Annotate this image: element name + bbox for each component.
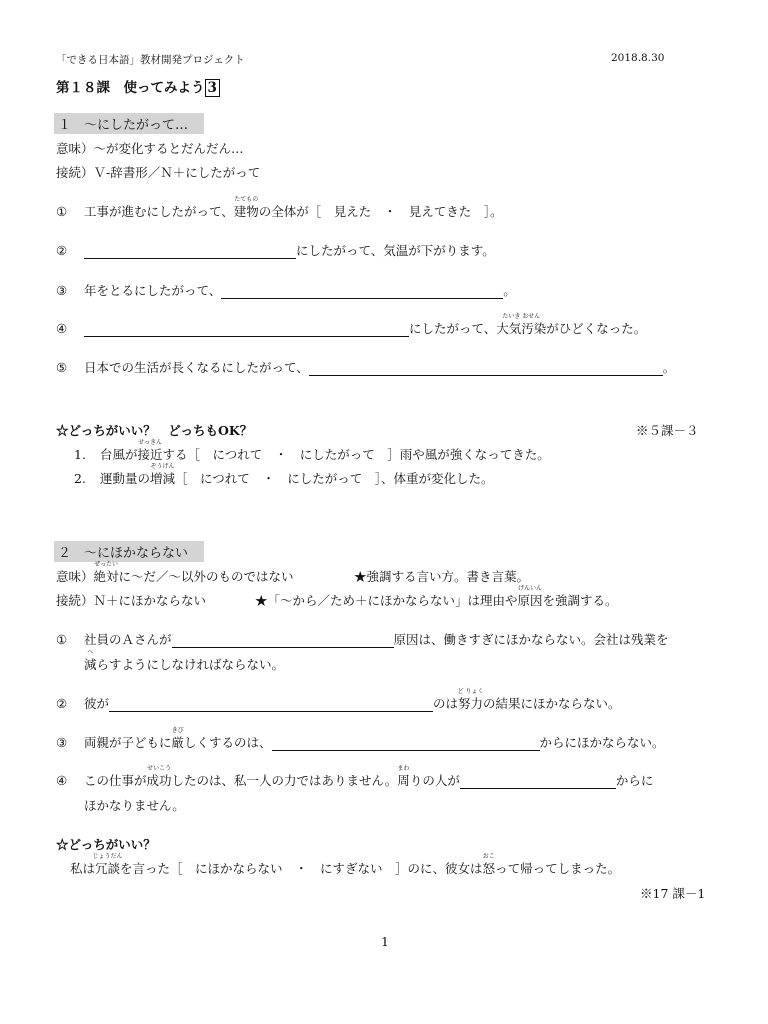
choice2-heading: ☆どっちがいい？ (56, 837, 156, 852)
furigana: へ (87, 649, 94, 656)
meaning-text: に～だ／～以外のものではない (118, 569, 294, 584)
kanji: 周 (397, 773, 410, 788)
choice1-item-1 (74, 439, 550, 463)
kanji: 厳 (171, 735, 185, 750)
choice2-reference: ※17 課－1 (640, 886, 706, 901)
answer-blank[interactable] (272, 738, 540, 751)
lesson-number-box: 3 (205, 79, 220, 97)
lesson-title-text: 第１８課 使ってみよう (56, 80, 205, 96)
answer-blank[interactable] (84, 324, 409, 337)
item-text: 台風が (100, 447, 138, 462)
s1-question-4 (56, 313, 647, 337)
q-text-end: からにほかならない。 (539, 735, 665, 750)
answer-blank[interactable] (172, 635, 394, 648)
q-text-end: の結果にほかならない。 (483, 696, 621, 711)
ruby-word (517, 585, 543, 609)
furigana: げんいん (518, 585, 543, 592)
q-number: ② (56, 243, 68, 258)
furigana: まわ (397, 765, 410, 772)
q-number: ④ (56, 773, 68, 788)
item-text: 運動量の (100, 471, 151, 486)
furigana: きび (171, 727, 184, 734)
meaning-label: 意味） (56, 569, 94, 584)
choice1-reference: ※５課－３ (636, 423, 699, 438)
document-date: 2018.8.30 (611, 52, 665, 64)
s1-question-2 (56, 241, 495, 259)
q-text: 社員のＡさんが (84, 632, 172, 647)
q-text: 両親が子どもに (84, 735, 172, 750)
kanji: 怒 (482, 861, 496, 876)
furigana: ぜったい (94, 561, 118, 568)
item-choices: する［ につれて ・ にしたがって ］雨や風が強くなってきた。 (162, 447, 550, 462)
choice1-item-2 (74, 463, 494, 487)
section2-connection: 接続）Ｎ＋にほかならない (56, 593, 207, 608)
item-text: 私は (70, 861, 96, 876)
choice1-heading: ☆どっちがいい？ どっちもOK？ (56, 423, 253, 438)
ruby-word (150, 463, 176, 487)
q-number: ③ (56, 735, 68, 750)
kanji: 接近 (137, 447, 163, 462)
s2-question-4-cont: ほかなりません。 (84, 798, 185, 813)
kanji: 成功 (146, 773, 172, 788)
s1-question-3 (56, 281, 516, 299)
kanji: 大気汚染 (496, 321, 547, 336)
s2-question-4 (56, 765, 654, 789)
q-text: この仕事が (84, 773, 147, 788)
section1-connection: 接続）Ｖ-辞書形／Ｎ＋にしたがって (56, 165, 261, 180)
q-text-mid2: りの人が (409, 773, 460, 788)
ruby-word (233, 196, 259, 220)
q-end: 。 (662, 360, 676, 375)
kanji: 増減 (150, 471, 176, 486)
q-number: ① (56, 632, 68, 647)
furigana: おこ (482, 853, 495, 860)
page-number: 1 (381, 934, 389, 949)
answer-blank[interactable] (309, 363, 663, 376)
q-text-end: からに (615, 773, 654, 788)
kanji: 冗談 (95, 861, 121, 876)
lesson-title (56, 76, 220, 96)
furigana: せっきん (138, 439, 162, 446)
furigana: じょうだん (92, 853, 123, 860)
ruby-word (84, 649, 97, 673)
kanji: 減 (84, 657, 97, 672)
q-choices: の全体が［ 見えた ・ 見えてきた ］。 (258, 204, 503, 219)
ruby-word (482, 853, 496, 877)
q-text-mid: したのは、私一人の力ではありません。 (171, 773, 398, 788)
s2-question-1-cont (84, 649, 285, 673)
kanji: 努力 (458, 696, 484, 711)
q-text-end: がひどくなった。 (546, 321, 647, 336)
answer-blank[interactable] (84, 246, 296, 259)
ruby-word (93, 561, 119, 585)
kanji: 建物 (233, 204, 259, 219)
q-text: 彼が (84, 696, 110, 711)
furigana: ぞうげん (150, 463, 175, 470)
ruby-word (146, 765, 172, 789)
item-number: 1. (74, 447, 86, 462)
q-number: ② (56, 696, 68, 711)
item-choices: ［ につれて ・ にしたがって ］、体重が変化した。 (175, 471, 494, 486)
q-text: にしたがって、気温が下がります。 (296, 243, 495, 258)
q-number: ③ (56, 283, 68, 298)
project-name: 「できる日本語」教材開発プロジェクト (56, 54, 245, 66)
s1-question-5 (56, 358, 675, 376)
furigana: たいき おせん (502, 313, 541, 320)
s1-question-1 (56, 196, 503, 220)
q-text: 工事が進むにしたがって、 (84, 204, 234, 219)
q-number: ⑤ (56, 360, 68, 375)
answer-blank[interactable] (221, 286, 503, 299)
s2-question-2 (56, 688, 621, 712)
ruby-word (457, 688, 484, 712)
choice2-item (70, 853, 621, 877)
furigana: たてもの (234, 196, 259, 203)
q-text-end: らすようにしなければならない。 (96, 657, 285, 672)
section1-meaning: 意味）～が変化するとだんだん… (56, 141, 244, 156)
ruby-word (92, 853, 123, 877)
ruby-word (397, 765, 410, 789)
item-number: 2. (74, 471, 86, 486)
section2-meaning-note: ★強調する言い方。書き言葉。 (354, 569, 530, 584)
q-number: ④ (56, 321, 68, 336)
section2-connection-note (255, 585, 618, 609)
ruby-word (171, 727, 185, 751)
furigana: ど りょく (457, 688, 484, 695)
answer-blank[interactable] (460, 776, 616, 789)
section2-heading: ２ ～にほかならない (54, 541, 204, 562)
q-text: にしたがって、 (409, 321, 497, 336)
q-text: 日本での生活が長くなるにしたがって、 (84, 360, 309, 375)
q-text-mid: のは (433, 696, 459, 711)
q-end: 。 (503, 283, 516, 298)
q-number: ① (56, 204, 68, 219)
item-choices: を言った［ にほかならない ・ にすぎない ］のに、彼女は (120, 861, 483, 876)
section1-heading: １ ～にしたがって… (54, 113, 204, 134)
kanji: 絶対 (93, 569, 119, 584)
item-text-end: って帰ってしまった。 (495, 861, 621, 876)
q-text-mid: しくするのは、 (184, 735, 272, 750)
note-text-end: を強調する。 (542, 593, 618, 608)
kanji: 原因 (517, 593, 543, 608)
s2-question-3 (56, 727, 665, 751)
section2-meaning (56, 561, 294, 585)
answer-blank[interactable] (109, 699, 433, 712)
q-text-cont: 原因は、働きすぎにほかならない。会社は残業を (393, 632, 669, 647)
s2-question-1 (56, 630, 669, 648)
furigana: せいこう (147, 765, 172, 772)
ruby-word (496, 313, 547, 337)
q-text: 年をとるにしたがって、 (84, 283, 222, 298)
note-text: ★「～から／ため＋にほかならない」は理由や (255, 593, 518, 608)
